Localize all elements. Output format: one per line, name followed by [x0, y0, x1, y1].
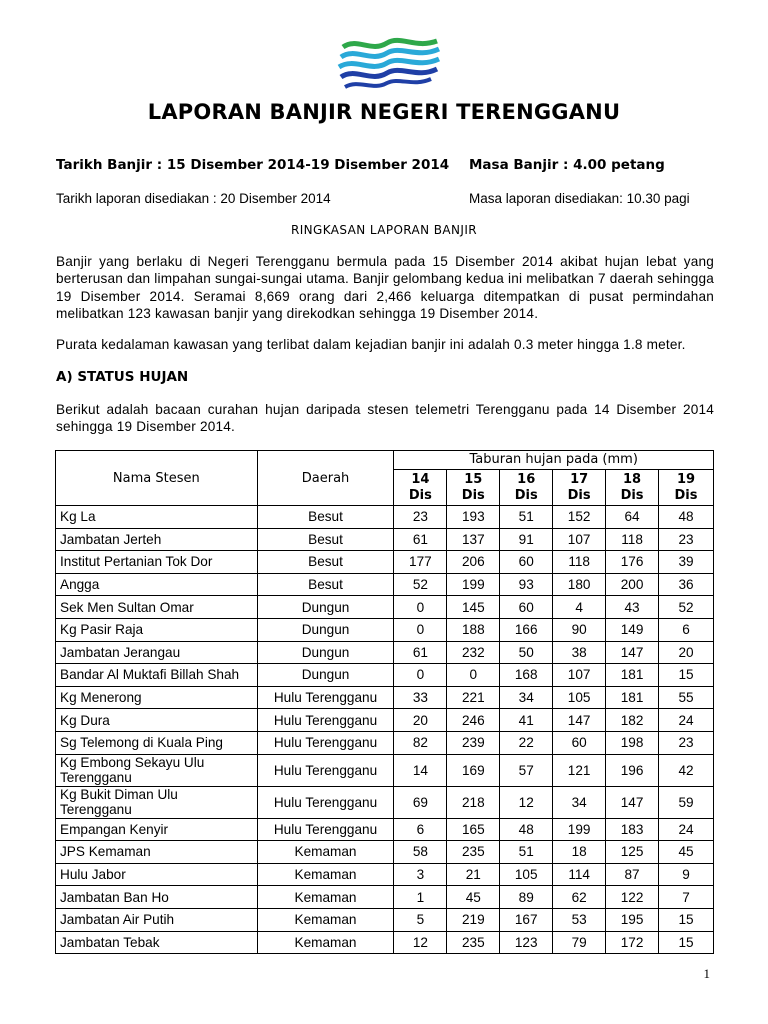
rainfall-value: 0 [394, 596, 447, 619]
table-row [56, 573, 714, 596]
rainfall-value: 165 [447, 818, 500, 841]
section-heading-rain-status: A) STATUS HUJAN [56, 369, 189, 385]
district-name: Kemaman [257, 886, 394, 909]
table-row [56, 528, 714, 551]
district-name: Kemaman [257, 931, 394, 954]
station-name: Institut Pertanian Tok Dor [56, 551, 258, 574]
rainfall-value: 60 [500, 596, 553, 619]
rainfall-value: 181 [606, 686, 659, 709]
rainfall-value: 43 [606, 596, 659, 619]
header-day-number: 18 [623, 471, 642, 487]
rainfall-value: 48 [500, 818, 553, 841]
district-name: Dungun [257, 664, 394, 687]
rainfall-value: 235 [447, 931, 500, 954]
header-station: Nama Stesen [56, 451, 258, 506]
table-row [56, 596, 714, 619]
rainfall-value: 147 [606, 786, 659, 818]
table-row [56, 841, 714, 864]
header-day-14 [394, 470, 447, 506]
rainfall-value: 82 [394, 731, 447, 754]
rainfall-value: 91 [500, 528, 553, 551]
rainfall-value: 239 [447, 731, 500, 754]
rainfall-value: 14 [394, 754, 447, 786]
rainfall-value: 15 [659, 908, 714, 931]
table-row [56, 686, 714, 709]
rainfall-value: 147 [553, 709, 606, 732]
rainfall-value: 9 [659, 863, 714, 886]
rainfall-value: 20 [659, 641, 714, 664]
station-name: Kg La [56, 506, 258, 529]
rainfall-value: 114 [553, 863, 606, 886]
rainfall-value: 0 [394, 664, 447, 687]
rainfall-value: 218 [447, 786, 500, 818]
rainfall-value: 177 [394, 551, 447, 574]
rainfall-value: 45 [447, 886, 500, 909]
rain-intro-paragraph: Berikut adalah bacaan curahan hujan daripada stesen telemetri Terengganu pada 14 Disember 2014 sehingga 19 Disember 2014. [56, 402, 714, 435]
rainfall-value: 199 [553, 818, 606, 841]
rainfall-value: 198 [606, 731, 659, 754]
table-row [56, 618, 714, 641]
rainfall-value: 7 [659, 886, 714, 909]
header-day-number: 19 [676, 471, 696, 487]
header-day-number: 15 [464, 471, 483, 487]
table-row [56, 709, 714, 732]
district-name: Besut [257, 506, 394, 529]
rainfall-value: 0 [447, 664, 500, 687]
rainfall-value: 200 [606, 573, 659, 596]
table-row [56, 886, 714, 909]
rainfall-value: 93 [500, 573, 553, 596]
district-name: Besut [257, 528, 394, 551]
agency-logo [335, 35, 445, 95]
header-day-17 [553, 470, 606, 506]
rainfall-value: 168 [500, 664, 553, 687]
table-row [56, 908, 714, 931]
rainfall-value: 20 [394, 709, 447, 732]
rainfall-value: 235 [447, 841, 500, 864]
rainfall-value: 23 [394, 506, 447, 529]
district-name: Hulu Terengganu [257, 818, 394, 841]
rainfall-value: 23 [659, 528, 714, 551]
table-row [56, 641, 714, 664]
station-name: Jambatan Jerangau [56, 641, 258, 664]
rainfall-value: 199 [447, 573, 500, 596]
rainfall-value: 53 [553, 908, 606, 931]
rainfall-value: 182 [606, 709, 659, 732]
station-name: Empangan Kenyir [56, 818, 258, 841]
rainfall-value: 105 [553, 686, 606, 709]
district-name: Kemaman [257, 841, 394, 864]
district-name: Hulu Terengganu [257, 754, 394, 786]
rainfall-value: 195 [606, 908, 659, 931]
district-name: Hulu Terengganu [257, 786, 394, 818]
rainfall-value: 15 [659, 664, 714, 687]
rainfall-value: 206 [447, 551, 500, 574]
rainfall-value: 137 [447, 528, 500, 551]
rainfall-value: 118 [553, 551, 606, 574]
table-row [56, 664, 714, 687]
rainfall-value: 58 [394, 841, 447, 864]
rainfall-value: 79 [553, 931, 606, 954]
rainfall-value: 6 [659, 618, 714, 641]
header-day-number: 17 [570, 471, 589, 487]
district-name: Kemaman [257, 863, 394, 886]
rainfall-value: 0 [394, 618, 447, 641]
rainfall-value: 246 [447, 709, 500, 732]
district-name: Hulu Terengganu [257, 709, 394, 732]
rainfall-value: 123 [500, 931, 553, 954]
district-name: Dungun [257, 618, 394, 641]
table-row [56, 506, 714, 529]
rainfall-value: 42 [659, 754, 714, 786]
rainfall-value: 51 [500, 506, 553, 529]
table-row [56, 863, 714, 886]
rainfall-value: 5 [394, 908, 447, 931]
rainfall-value: 22 [500, 731, 553, 754]
rainfall-value: 33 [394, 686, 447, 709]
rainfall-value: 221 [447, 686, 500, 709]
district-name: Hulu Terengganu [257, 731, 394, 754]
rainfall-value: 18 [553, 841, 606, 864]
rainfall-value: 21 [447, 863, 500, 886]
station-name: Sg Telemong di Kuala Ping [56, 731, 258, 754]
rainfall-value: 60 [553, 731, 606, 754]
rainfall-value: 149 [606, 618, 659, 641]
rainfall-value: 89 [500, 886, 553, 909]
rainfall-value: 64 [606, 506, 659, 529]
table-row [56, 931, 714, 954]
district-name: Besut [257, 551, 394, 574]
rainfall-value: 167 [500, 908, 553, 931]
header-day-month: Dis [408, 487, 432, 503]
rainfall-value: 24 [659, 818, 714, 841]
rainfall-value: 169 [447, 754, 500, 786]
table-row [56, 551, 714, 574]
rainfall-value: 45 [659, 841, 714, 864]
rainfall-value: 125 [606, 841, 659, 864]
header-day-18 [606, 470, 659, 506]
rainfall-value: 50 [500, 641, 553, 664]
rainfall-value: 152 [553, 506, 606, 529]
station-name: JPS Kemaman [56, 841, 258, 864]
rainfall-value: 122 [606, 886, 659, 909]
page-title: LAPORAN BANJIR NEGERI TERENGGANU [147, 100, 621, 124]
rainfall-value: 36 [659, 573, 714, 596]
station-name: Angga [56, 573, 258, 596]
station-name: Hulu Jabor [56, 863, 258, 886]
rainfall-value: 232 [447, 641, 500, 664]
header-district: Daerah [257, 451, 394, 506]
flood-time: Masa Banjir : 4.00 petang [469, 157, 665, 173]
header-day-number: 16 [517, 471, 536, 487]
rainfall-value: 12 [394, 931, 447, 954]
rainfall-value: 61 [394, 528, 447, 551]
rainfall-value: 41 [500, 709, 553, 732]
rainfall-value: 12 [500, 786, 553, 818]
rainfall-value: 4 [553, 596, 606, 619]
rainfall-value: 166 [500, 618, 553, 641]
report-time: Masa laporan disediakan: 10.30 pagi [469, 191, 690, 206]
table-row [56, 818, 714, 841]
station-name: Jambatan Tebak [56, 931, 258, 954]
summary-heading: RINGKASAN LAPORAN BANJIR [291, 223, 477, 237]
rainfall-value: 62 [553, 886, 606, 909]
rainfall-value: 107 [553, 664, 606, 687]
header-day-number: 14 [411, 471, 430, 487]
summary-paragraph-1: Banjir yang berlaku di Negeri Terengganu bermula pada 15 Disember 2014 akibat hujan lebat yang berterusan dan limpahan sungai-sungai utama. Banjir gelombang kedua ini melibatkan 7 daerah sehingga 19 Disember 2014. Seramai 8,669 orang dari 2,466 keluarga ditempatkan di pusat permindahan melibatkan 123 kawasan banjir yang direkodkan sehingga 19 Disember 2014. [56, 254, 714, 321]
rainfall-value: 188 [447, 618, 500, 641]
rainfall-value: 52 [394, 573, 447, 596]
rainfall-value: 180 [553, 573, 606, 596]
station-name: Kg Bukit Diman Ulu Terengganu [56, 786, 258, 818]
table-row [56, 754, 714, 786]
rainfall-value: 147 [606, 641, 659, 664]
rainfall-value: 219 [447, 908, 500, 931]
header-day-16 [500, 470, 553, 506]
header-day-month: Dis [514, 487, 538, 503]
rainfall-value: 51 [500, 841, 553, 864]
rainfall-value: 193 [447, 506, 500, 529]
rainfall-value: 34 [553, 786, 606, 818]
rainfall-value: 87 [606, 863, 659, 886]
header-day-month: Dis [461, 487, 485, 503]
rainfall-value: 181 [606, 664, 659, 687]
rainfall-value: 6 [394, 818, 447, 841]
table-row [56, 786, 714, 818]
rainfall-value: 24 [659, 709, 714, 732]
header-day-15 [447, 470, 500, 506]
rainfall-value: 57 [500, 754, 553, 786]
rainfall-value: 105 [500, 863, 553, 886]
rainfall-value: 107 [553, 528, 606, 551]
rainfall-value: 55 [659, 686, 714, 709]
district-name: Kemaman [257, 908, 394, 931]
rainfall-value: 61 [394, 641, 447, 664]
rainfall-value: 39 [659, 551, 714, 574]
rainfall-value: 196 [606, 754, 659, 786]
rainfall-value: 34 [500, 686, 553, 709]
station-name: Jambatan Air Putih [56, 908, 258, 931]
rainfall-table [55, 450, 714, 954]
rainfall-value: 121 [553, 754, 606, 786]
district-name: Dungun [257, 641, 394, 664]
station-name: Jambatan Jerteh [56, 528, 258, 551]
rainfall-value: 15 [659, 931, 714, 954]
header-rainfall-group: Taburan hujan pada (mm) [394, 451, 714, 470]
district-name: Hulu Terengganu [257, 686, 394, 709]
rainfall-value: 48 [659, 506, 714, 529]
station-name: Jambatan Ban Ho [56, 886, 258, 909]
rainfall-value: 145 [447, 596, 500, 619]
district-name: Dungun [257, 596, 394, 619]
header-day-month: Dis [620, 487, 644, 503]
table-row [56, 731, 714, 754]
rainfall-value: 59 [659, 786, 714, 818]
page-number: 1 [703, 966, 710, 981]
rainfall-value: 176 [606, 551, 659, 574]
report-date: Tarikh laporan disediakan : 20 Disember 2014 [56, 191, 331, 206]
station-name: Kg Embong Sekayu Ulu Terengganu [56, 754, 258, 786]
header-day-month: Dis [567, 487, 591, 503]
rainfall-value: 69 [394, 786, 447, 818]
rainfall-value: 172 [606, 931, 659, 954]
rainfall-value: 1 [394, 886, 447, 909]
rainfall-value: 90 [553, 618, 606, 641]
rainfall-value: 52 [659, 596, 714, 619]
flood-date: Tarikh Banjir : 15 Disember 2014-19 Disember 2014 [56, 157, 450, 173]
rainfall-value: 118 [606, 528, 659, 551]
rainfall-value: 3 [394, 863, 447, 886]
summary-paragraph-2: Purata kedalaman kawasan yang terlibat dalam kejadian banjir ini adalah 0.3 meter hingga 1.8 meter. [56, 337, 686, 352]
rainfall-value: 38 [553, 641, 606, 664]
station-name: Bandar Al Muktafi Billah Shah [56, 664, 258, 687]
station-name: Sek Men Sultan Omar [56, 596, 258, 619]
station-name: Kg Menerong [56, 686, 258, 709]
district-name: Besut [257, 573, 394, 596]
rainfall-value: 60 [500, 551, 553, 574]
rainfall-value: 23 [659, 731, 714, 754]
rainfall-value: 183 [606, 818, 659, 841]
station-name: Kg Dura [56, 709, 258, 732]
station-name: Kg Pasir Raja [56, 618, 258, 641]
header-day-month: Dis [674, 487, 698, 503]
header-day-19 [659, 470, 714, 506]
